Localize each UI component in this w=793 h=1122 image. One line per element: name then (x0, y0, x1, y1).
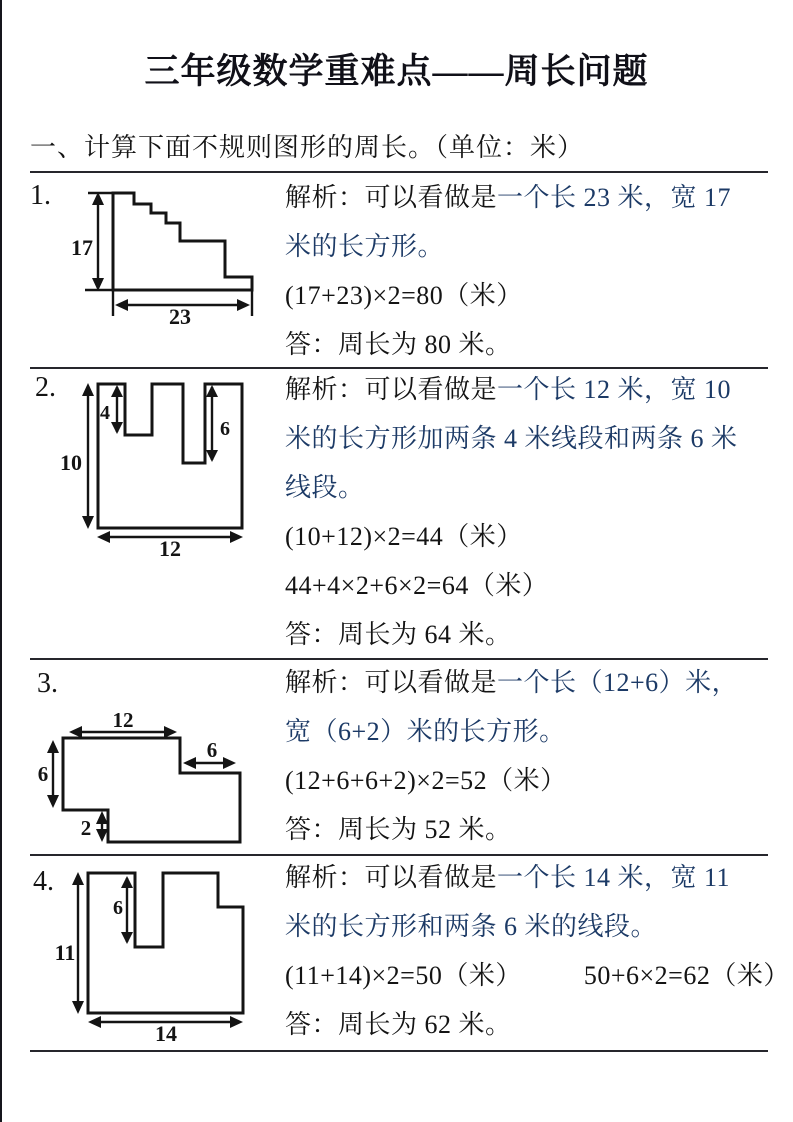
right-notch-arrow (206, 385, 218, 462)
answer-line (285, 614, 785, 663)
analysis-highlight: 米的长方形和两条 6 米的线段。 (285, 912, 658, 941)
analysis-highlight: 一个长（12+6）米， (497, 668, 739, 697)
answer-line (285, 1004, 785, 1053)
dimension-label: 6 (113, 897, 123, 919)
dimension-label: 12 (112, 708, 134, 732)
divider (30, 171, 768, 173)
analysis-line (285, 467, 785, 516)
analysis-line (285, 226, 785, 275)
analysis-line (285, 662, 785, 711)
problem-3-explanation (285, 662, 785, 858)
analysis-line (285, 177, 785, 226)
formula-text: 44+4×2+6×2=64（米） (285, 571, 549, 600)
dimension-label: 6 (37, 762, 49, 786)
dimension-label: 14 (155, 1021, 177, 1046)
problem-3-number: 3. (37, 668, 58, 699)
formula-line (285, 760, 785, 809)
analysis-line (285, 711, 785, 760)
dimension-label: 10 (60, 450, 82, 475)
step-height-arrow (96, 811, 108, 842)
page-title: 三年级数学重难点——周长问题 (144, 52, 649, 91)
dimension-label: 11 (54, 940, 76, 965)
formula-line (285, 275, 785, 324)
problem-4-explanation (285, 857, 790, 1053)
notched-rectangle-shape (98, 384, 242, 528)
analysis-highlight: 宽（6+2）米的长方形。 (285, 717, 566, 746)
analysis-line (285, 906, 785, 955)
problem-1-number: 1. (30, 180, 51, 211)
dimension-label: 12 (159, 536, 181, 561)
answer-text: 答：周长为 52 米。 (285, 815, 512, 844)
problem-4-number: 4. (33, 866, 54, 897)
analysis-highlight: 一个长 23 米，宽 17 (497, 183, 732, 212)
problem-1-figure (60, 183, 270, 333)
section-heading: 一、计算下面不规则图形的周长。（单位：米） (30, 133, 585, 162)
problem-2-figure (55, 375, 255, 567)
problem-2-number: 2. (35, 372, 56, 403)
formula-text: (17+23)×2=80（米） (285, 281, 523, 310)
dimension-label: 23 (169, 304, 191, 329)
analysis-text: 解析：可以看做是 (285, 183, 498, 212)
problem-4-figure (50, 865, 255, 1047)
dimension-label: 6 (206, 738, 218, 762)
analysis-text: 解析：可以看做是 (285, 668, 498, 697)
answer-text: 答：周长为 64 米。 (285, 620, 512, 649)
problem-3-figure (35, 705, 250, 850)
dimension-label: 17 (71, 235, 93, 260)
analysis-line (285, 369, 785, 418)
analysis-highlight: 线段。 (285, 473, 365, 502)
notched-step-shape (88, 873, 243, 1013)
analysis-highlight: 一个长 14 米，宽 11 (497, 863, 731, 892)
formula-text: (10+12)×2=44（米） (285, 522, 523, 551)
dimension-label: 6 (220, 418, 230, 440)
analysis-text: 解析：可以看做是 (285, 375, 498, 404)
formula-line (285, 516, 785, 565)
formula-text: (11+14)×2=50（米） (285, 961, 522, 990)
problem-1-explanation (285, 177, 785, 373)
problem-2-explanation (285, 369, 785, 663)
left-height-arrow (47, 740, 59, 808)
staircase-shape (113, 193, 252, 290)
height-arrow (92, 192, 104, 291)
answer-text: 答：周长为 80 米。 (285, 330, 512, 359)
formula-line (285, 565, 785, 614)
analysis-highlight: 一个长 12 米，宽 10 (497, 375, 732, 404)
answer-line (285, 324, 785, 373)
answer-line (285, 809, 785, 858)
left-notch-arrow (111, 385, 123, 434)
analysis-line (285, 418, 785, 467)
formula-text: 50+6×2=62（米） (583, 961, 790, 990)
dimension-label: 2 (80, 816, 92, 840)
analysis-highlight: 米的长方形加两条 4 米线段和两条 6 米 (285, 424, 738, 453)
dimension-label: 4 (100, 402, 110, 424)
analysis-highlight: 米的长方形。 (285, 232, 445, 261)
analysis-text: 解析：可以看做是 (285, 863, 498, 892)
analysis-line (285, 857, 785, 906)
formula-text: (12+6+6+2)×2=52（米） (285, 766, 567, 795)
page-left-border (0, 0, 2, 1122)
height-arrow (82, 383, 94, 529)
formula-line (285, 955, 790, 1004)
answer-text: 答：周长为 62 米。 (285, 1010, 512, 1039)
